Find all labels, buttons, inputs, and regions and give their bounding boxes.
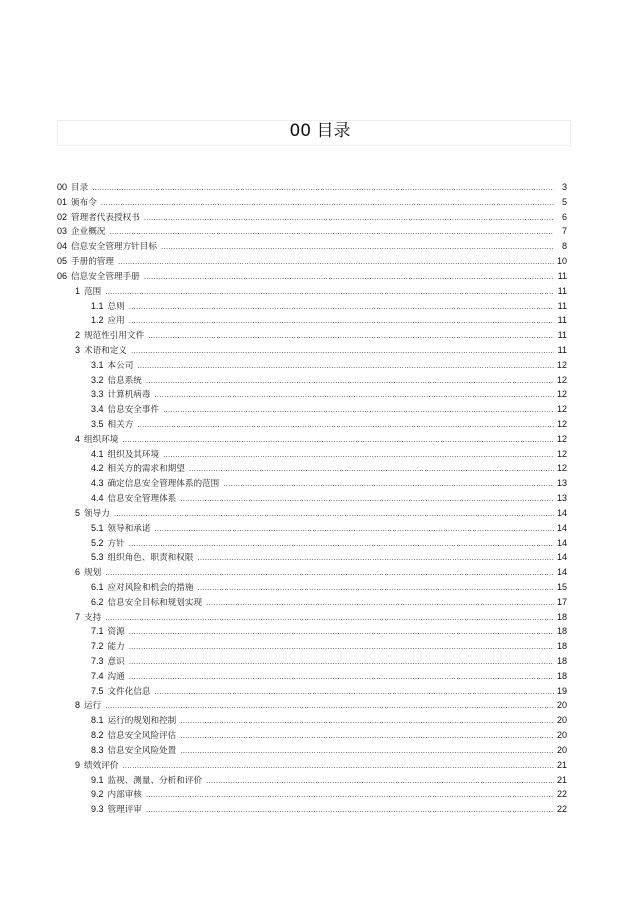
- toc-entry-number: 3.2: [91, 374, 104, 385]
- toc-entry[interactable]: [57, 758, 567, 773]
- toc-entry-page: 22: [557, 789, 568, 800]
- toc-entry-label: 领导和承诺: [107, 523, 151, 534]
- toc-entry-number: 9: [75, 759, 81, 770]
- toc-entry[interactable]: [57, 461, 567, 476]
- toc-entry[interactable]: [57, 432, 567, 447]
- toc-entry-label: 方针: [107, 538, 125, 549]
- toc-dot-leader: [155, 685, 555, 700]
- toc-entry-page: 11: [557, 285, 567, 296]
- toc-dot-leader: [114, 507, 554, 522]
- toc-entry-label: 组织环境: [84, 434, 119, 445]
- toc-entry[interactable]: [57, 595, 567, 610]
- toc-entry[interactable]: [57, 610, 567, 625]
- toc-entry-page: 21: [557, 774, 568, 785]
- toc-entry-number: 9.1: [91, 774, 104, 785]
- toc-entry-number: 8: [75, 700, 81, 711]
- toc-dot-leader: [144, 270, 554, 285]
- toc-entry-number: 7: [75, 611, 81, 622]
- toc-entry[interactable]: [57, 417, 567, 432]
- toc-entry[interactable]: [57, 387, 567, 402]
- toc-dot-leader: [197, 551, 554, 566]
- toc-entry[interactable]: [57, 802, 567, 817]
- toc-entry-label: 应用: [107, 316, 125, 327]
- toc-dot-leader: [137, 359, 554, 374]
- toc-dot-leader: [197, 581, 554, 596]
- toc-entry-label: 信息安全目标和规划实现: [107, 597, 203, 608]
- toc-entry-page: 20: [557, 744, 568, 755]
- toc-entry-label: 本公司: [107, 360, 134, 371]
- toc-entry-page: 5: [561, 196, 567, 207]
- toc-entry-page: 12: [557, 419, 568, 429]
- toc-entry-label: 确定信息安全管理体系的范围: [107, 479, 220, 490]
- toc-entry[interactable]: [57, 313, 567, 328]
- toc-entry-label: 资源: [107, 627, 125, 638]
- page-title: 00 目录: [289, 121, 351, 141]
- toc-entry-label: 运行: [84, 701, 102, 712]
- toc-entry[interactable]: [57, 284, 567, 299]
- toc-entry[interactable]: [57, 787, 567, 802]
- toc-entry-page: 12: [557, 433, 568, 444]
- toc-dot-leader: [189, 462, 554, 477]
- toc-entry[interactable]: [57, 210, 567, 225]
- toc-entry-label: 相关方的需求和期望: [107, 464, 185, 475]
- toc-entry-number: 4.1: [91, 448, 104, 459]
- toc-dot-leader: [161, 240, 554, 255]
- toc-entry-number: 1: [75, 285, 81, 296]
- toc-entry-number: 5.1: [91, 522, 104, 533]
- toc-entry-page: 14: [557, 552, 568, 563]
- toc-entry-page: 6: [561, 211, 567, 222]
- toc-entry-number: 6: [75, 567, 81, 578]
- toc-entry-page: 21: [557, 759, 568, 770]
- toc-dot-leader: [131, 344, 554, 359]
- toc-entry-label: 文件化信息: [107, 686, 151, 697]
- toc-entry[interactable]: [57, 180, 567, 195]
- toc-entry[interactable]: [57, 447, 567, 462]
- toc-entry[interactable]: [57, 358, 567, 373]
- toc-entry[interactable]: [57, 239, 567, 254]
- toc-dot-leader: [148, 329, 554, 344]
- toc-entry-number: 8.3: [91, 744, 104, 755]
- toc-entry-label: 能力: [107, 642, 125, 653]
- toc-entry[interactable]: [57, 773, 567, 788]
- toc-entry-number: 1.1: [91, 300, 104, 311]
- toc-entry-number: 02: [57, 211, 68, 222]
- toc-entry-number: 4.4: [91, 493, 104, 504]
- toc-entry-page: 14: [557, 507, 568, 518]
- toc-entry-page: 12: [557, 404, 568, 415]
- toc-entry-label: 计算机病毒: [107, 390, 151, 401]
- toc-entry-number: 7.1: [91, 626, 104, 637]
- toc-dot-leader: [180, 492, 554, 507]
- toc-entry-label: 管理者代表授权书: [71, 212, 140, 223]
- toc-entry-page: 14: [557, 522, 568, 533]
- toc-dot-leader: [146, 374, 554, 389]
- toc-entry[interactable]: [57, 743, 567, 758]
- toc-dot-leader: [105, 699, 554, 714]
- toc-entry[interactable]: [57, 713, 567, 728]
- toc-dot-leader: [146, 788, 554, 803]
- toc-dot-leader: [101, 196, 554, 211]
- toc-entry[interactable]: [57, 224, 567, 239]
- toc-entry-label: 组织及其环境: [107, 449, 160, 460]
- toc-entry-page: 18: [557, 626, 568, 637]
- toc-entry[interactable]: [57, 343, 567, 358]
- toc-entry-number: 01: [57, 196, 68, 207]
- toc-dot-leader: [129, 314, 554, 329]
- toc-dot-leader: [206, 774, 554, 789]
- toc-entry-label: 手册的管理: [71, 257, 114, 268]
- toc-entry-number: 4.2: [91, 463, 104, 474]
- toc-entry-page: 11: [557, 315, 567, 326]
- toc-entry-number: 7.4: [91, 670, 104, 681]
- toc-entry-label: 组织角色、职责和权限: [107, 553, 194, 564]
- toc-entry[interactable]: [57, 624, 567, 639]
- toc-entry-label: 颁布令: [71, 197, 97, 208]
- toc-dot-leader: [180, 714, 554, 729]
- toc-dot-leader: [137, 418, 554, 433]
- toc-entry-number: 3.3: [91, 389, 104, 400]
- toc-entry[interactable]: [57, 654, 567, 669]
- toc-entry[interactable]: [57, 491, 567, 506]
- toc-entry-number: 7.3: [91, 656, 104, 666]
- toc-entry-label: 企业概况: [71, 227, 106, 238]
- toc-entry-page: 18: [557, 641, 568, 652]
- toc-dot-leader: [223, 477, 554, 492]
- toc-entry-page: 18: [557, 611, 568, 622]
- toc-entry-page: 18: [557, 656, 568, 666]
- toc-entry-label: 内部审核: [107, 790, 142, 801]
- toc-entry[interactable]: [57, 254, 567, 269]
- toc-entry[interactable]: [57, 580, 567, 595]
- toc-entry-number: 7.2: [91, 641, 104, 652]
- toc-entry-label: 目录: [71, 183, 89, 193]
- toc-entry-number: 3.4: [91, 404, 104, 415]
- toc-entry-number: 04: [57, 241, 68, 252]
- toc-entry[interactable]: [57, 299, 567, 314]
- toc-dot-leader: [155, 388, 555, 403]
- toc-entry-page: 19: [557, 685, 568, 696]
- toc-entry-number: 9.2: [91, 789, 104, 800]
- toc-entry[interactable]: [57, 328, 567, 343]
- toc-entry-label: 规范性引用文件: [84, 331, 145, 342]
- toc-entry[interactable]: [57, 536, 567, 551]
- toc-dot-leader: [144, 211, 554, 226]
- toc-entry[interactable]: [57, 550, 567, 565]
- toc-entry-number: 6.1: [91, 581, 104, 592]
- toc-entry-number: 8.2: [91, 730, 104, 741]
- toc-entry-page: 13: [557, 478, 568, 489]
- toc-dot-leader: [129, 640, 554, 655]
- toc-dot-leader: [155, 522, 555, 537]
- toc-entry-page: 12: [557, 463, 568, 474]
- toc-dot-leader: [118, 255, 554, 270]
- toc-entry-label: 范围: [84, 286, 102, 297]
- toc-entry-label: 信息安全风险评估: [107, 731, 177, 742]
- toc-entry-label: 信息安全风险处置: [107, 745, 177, 756]
- toc-entry-label: 领导力: [84, 508, 110, 519]
- toc-entry-page: 20: [557, 730, 568, 741]
- toc-entry[interactable]: [57, 728, 567, 743]
- toc-entry-label: 信息安全事件: [107, 405, 160, 416]
- toc-entry-page: 14: [557, 537, 568, 548]
- toc-dot-leader: [129, 300, 554, 315]
- toc-entry-page: 14: [557, 567, 568, 578]
- toc-entry-label: 支持: [84, 612, 102, 623]
- toc-entry-page: 12: [557, 448, 568, 459]
- toc-entry-label: 意识: [107, 657, 125, 667]
- toc-entry-page: 12: [557, 359, 568, 370]
- toc-entry-page: 18: [557, 670, 568, 681]
- toc-entry-number: 7.5: [91, 685, 104, 696]
- toc-dot-leader: [105, 611, 554, 626]
- toc-entry[interactable]: [57, 269, 567, 284]
- toc-entry-page: 11: [557, 344, 567, 355]
- toc-entry-number: 2: [75, 330, 81, 341]
- toc-entry[interactable]: [57, 476, 567, 491]
- toc-entry[interactable]: [57, 506, 567, 521]
- toc-entry[interactable]: [57, 195, 567, 210]
- toc-entry-page: 11: [557, 300, 567, 311]
- toc-dot-leader: [163, 403, 554, 418]
- toc-dot-leader: [129, 655, 554, 670]
- toc-entry-number: 5: [75, 507, 81, 518]
- toc-entry-label: 术语和定义: [84, 345, 127, 356]
- toc-entry-page: 3: [561, 182, 567, 192]
- toc-entry-label: 管理评审: [107, 805, 142, 816]
- toc-dot-leader: [163, 448, 554, 463]
- toc-entry-number: 5.2: [91, 537, 104, 548]
- toc-dot-leader: [92, 181, 554, 196]
- toc-entry[interactable]: [57, 669, 567, 684]
- toc-entry-number: 03: [57, 226, 68, 237]
- toc-entry-label: 信息安全管理方针目标: [71, 242, 157, 253]
- toc-dot-leader: [129, 537, 554, 552]
- toc-entry-number: 6.2: [91, 596, 104, 607]
- toc-entry-page: 11: [557, 270, 567, 281]
- toc-entry-page: 12: [557, 374, 568, 385]
- toc-entry-page: 10: [557, 256, 568, 267]
- toc-dot-leader: [105, 285, 554, 300]
- toc-dot-leader: [206, 596, 554, 611]
- toc-entry-page: 17: [557, 596, 568, 607]
- toc-entry[interactable]: [57, 521, 567, 536]
- toc-entry-number: 06: [57, 270, 68, 281]
- toc-entry-label: 监视、测量、分析和评价: [107, 775, 203, 786]
- toc-entry-label: 绩效评价: [84, 760, 119, 771]
- toc-dot-leader: [105, 566, 554, 581]
- toc-dot-leader: [122, 759, 554, 774]
- toc-entry-label: 沟通: [107, 671, 125, 682]
- toc-entry-page: 11: [557, 330, 567, 341]
- toc-entry-number: 9.3: [91, 804, 104, 815]
- toc-entry-number: 3.1: [91, 359, 104, 370]
- toc-entry-label: 运行的规划和控制: [107, 716, 177, 727]
- toc-entry-number: 5.3: [91, 552, 104, 563]
- toc-entry-label: 应对风险和机会的措施: [107, 582, 194, 593]
- toc-dot-leader: [129, 625, 554, 640]
- toc-entry[interactable]: [57, 373, 567, 388]
- toc-entry-page: 22: [557, 804, 568, 815]
- toc-entry-number: 3: [75, 344, 81, 355]
- toc-entry-page: 15: [557, 581, 568, 592]
- toc-entry-number: 8.1: [91, 715, 104, 726]
- toc-entry-page: 8: [561, 241, 567, 252]
- toc-dot-leader: [146, 803, 554, 818]
- toc-entry[interactable]: [57, 402, 567, 417]
- toc-entry-label: 信息系统: [107, 375, 142, 386]
- toc-entry-number: 3.5: [91, 419, 104, 429]
- toc-entry-number: 05: [57, 256, 68, 267]
- toc-entry-page: 20: [557, 715, 568, 726]
- toc-entry[interactable]: [57, 698, 567, 713]
- toc-entry-page: 20: [557, 700, 568, 711]
- toc-dot-leader: [129, 670, 554, 685]
- toc-entry-label: 规划: [84, 568, 102, 579]
- toc-dot-leader: [180, 729, 554, 744]
- toc-dot-leader: [180, 744, 554, 759]
- toc-entry-number: 4: [75, 433, 81, 444]
- toc-entry-page: 13: [557, 493, 568, 504]
- table-of-contents: [57, 180, 567, 817]
- toc-entry[interactable]: [57, 639, 567, 654]
- toc-entry-label: 总则: [107, 301, 125, 312]
- toc-entry[interactable]: [57, 565, 567, 580]
- toc-entry-label: 相关方: [107, 420, 134, 430]
- toc-entry-label: 信息安全管理手册: [71, 271, 140, 282]
- toc-entry[interactable]: [57, 684, 567, 699]
- toc-entry-number: 4.3: [91, 478, 104, 489]
- toc-dot-leader: [122, 433, 554, 448]
- toc-entry-label: 信息安全管理体系: [107, 494, 177, 505]
- toc-entry-number: 00: [57, 182, 68, 192]
- toc-entry-number: 1.2: [91, 315, 104, 326]
- toc-dot-leader: [109, 225, 554, 240]
- toc-entry-page: 12: [557, 389, 568, 400]
- toc-entry-page: 7: [561, 226, 567, 237]
